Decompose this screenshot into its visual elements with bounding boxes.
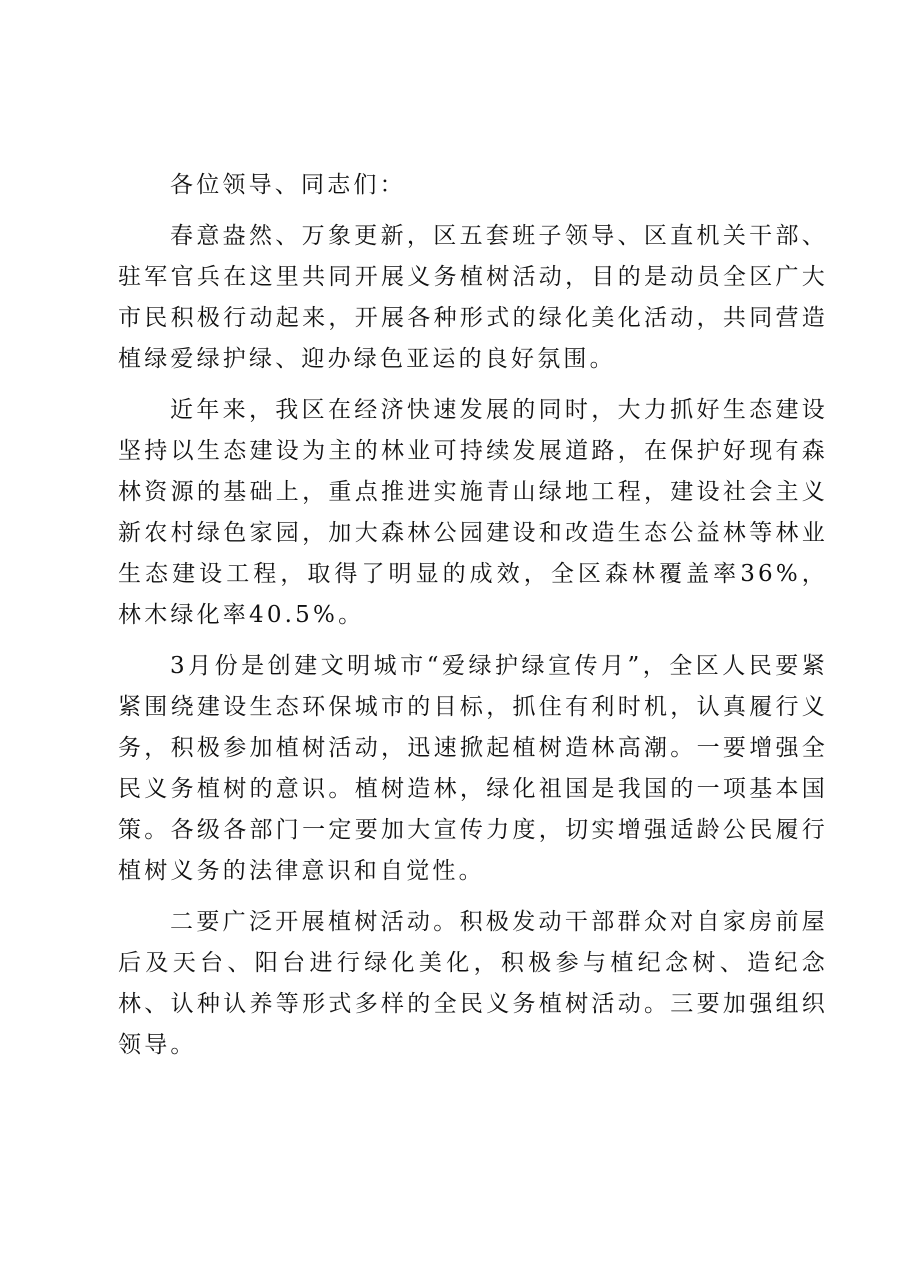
paragraph: 近年来，我区在经济快速发展的同时，大力抓好生态建设坚持以生态建设为主的林业可持续发展道路，在保护好现有森林资源的基础上，重点推进实施青山绿地工程，建设社会主义新农村绿色家园，加大森林公园建设和改造生态公益林等林业生态建设工程，取得了明显的成效，全区森林覆盖率36%，林木绿化率40.5%。 (118, 397, 828, 628)
document-body (118, 165, 828, 1076)
salutation: 各位领导、同志们： (170, 172, 406, 198)
paragraph: 3月份是创建文明城市“爱绿护绿宣传月”，全区人民要紧紧围绕建设生态环保城市的目标，抓住有利时机，认真履行义务，积极参加植树活动，迅速掀起植树造林高潮。一要增强全民义务植树的意识。植树造林，绿化祖国是我国的一项基本国策。各级各部门一定要加大宣传力度，切实增强适龄公民履行植树义务的法律意识和自觉性。 (118, 653, 828, 884)
paragraph: 二要广泛开展植树活动。积极发动干部群众对自家房前屋后及天台、阳台进行绿化美化，积极参与植纪念树、造纪念林、认种认养等形式多样的全民义务植树活动。三要加强组织领导。 (118, 909, 828, 1058)
paragraph: 春意盎然、万象更新，区五套班子领导、区直机关干部、驻军官兵在这里共同开展义务植树活动，目的是动员全区广大市民积极行动起来，开展各种形式的绿化美化活动，共同营造植绿爱绿护绿、迎办绿色亚运的良好氛围。 (118, 223, 828, 372)
